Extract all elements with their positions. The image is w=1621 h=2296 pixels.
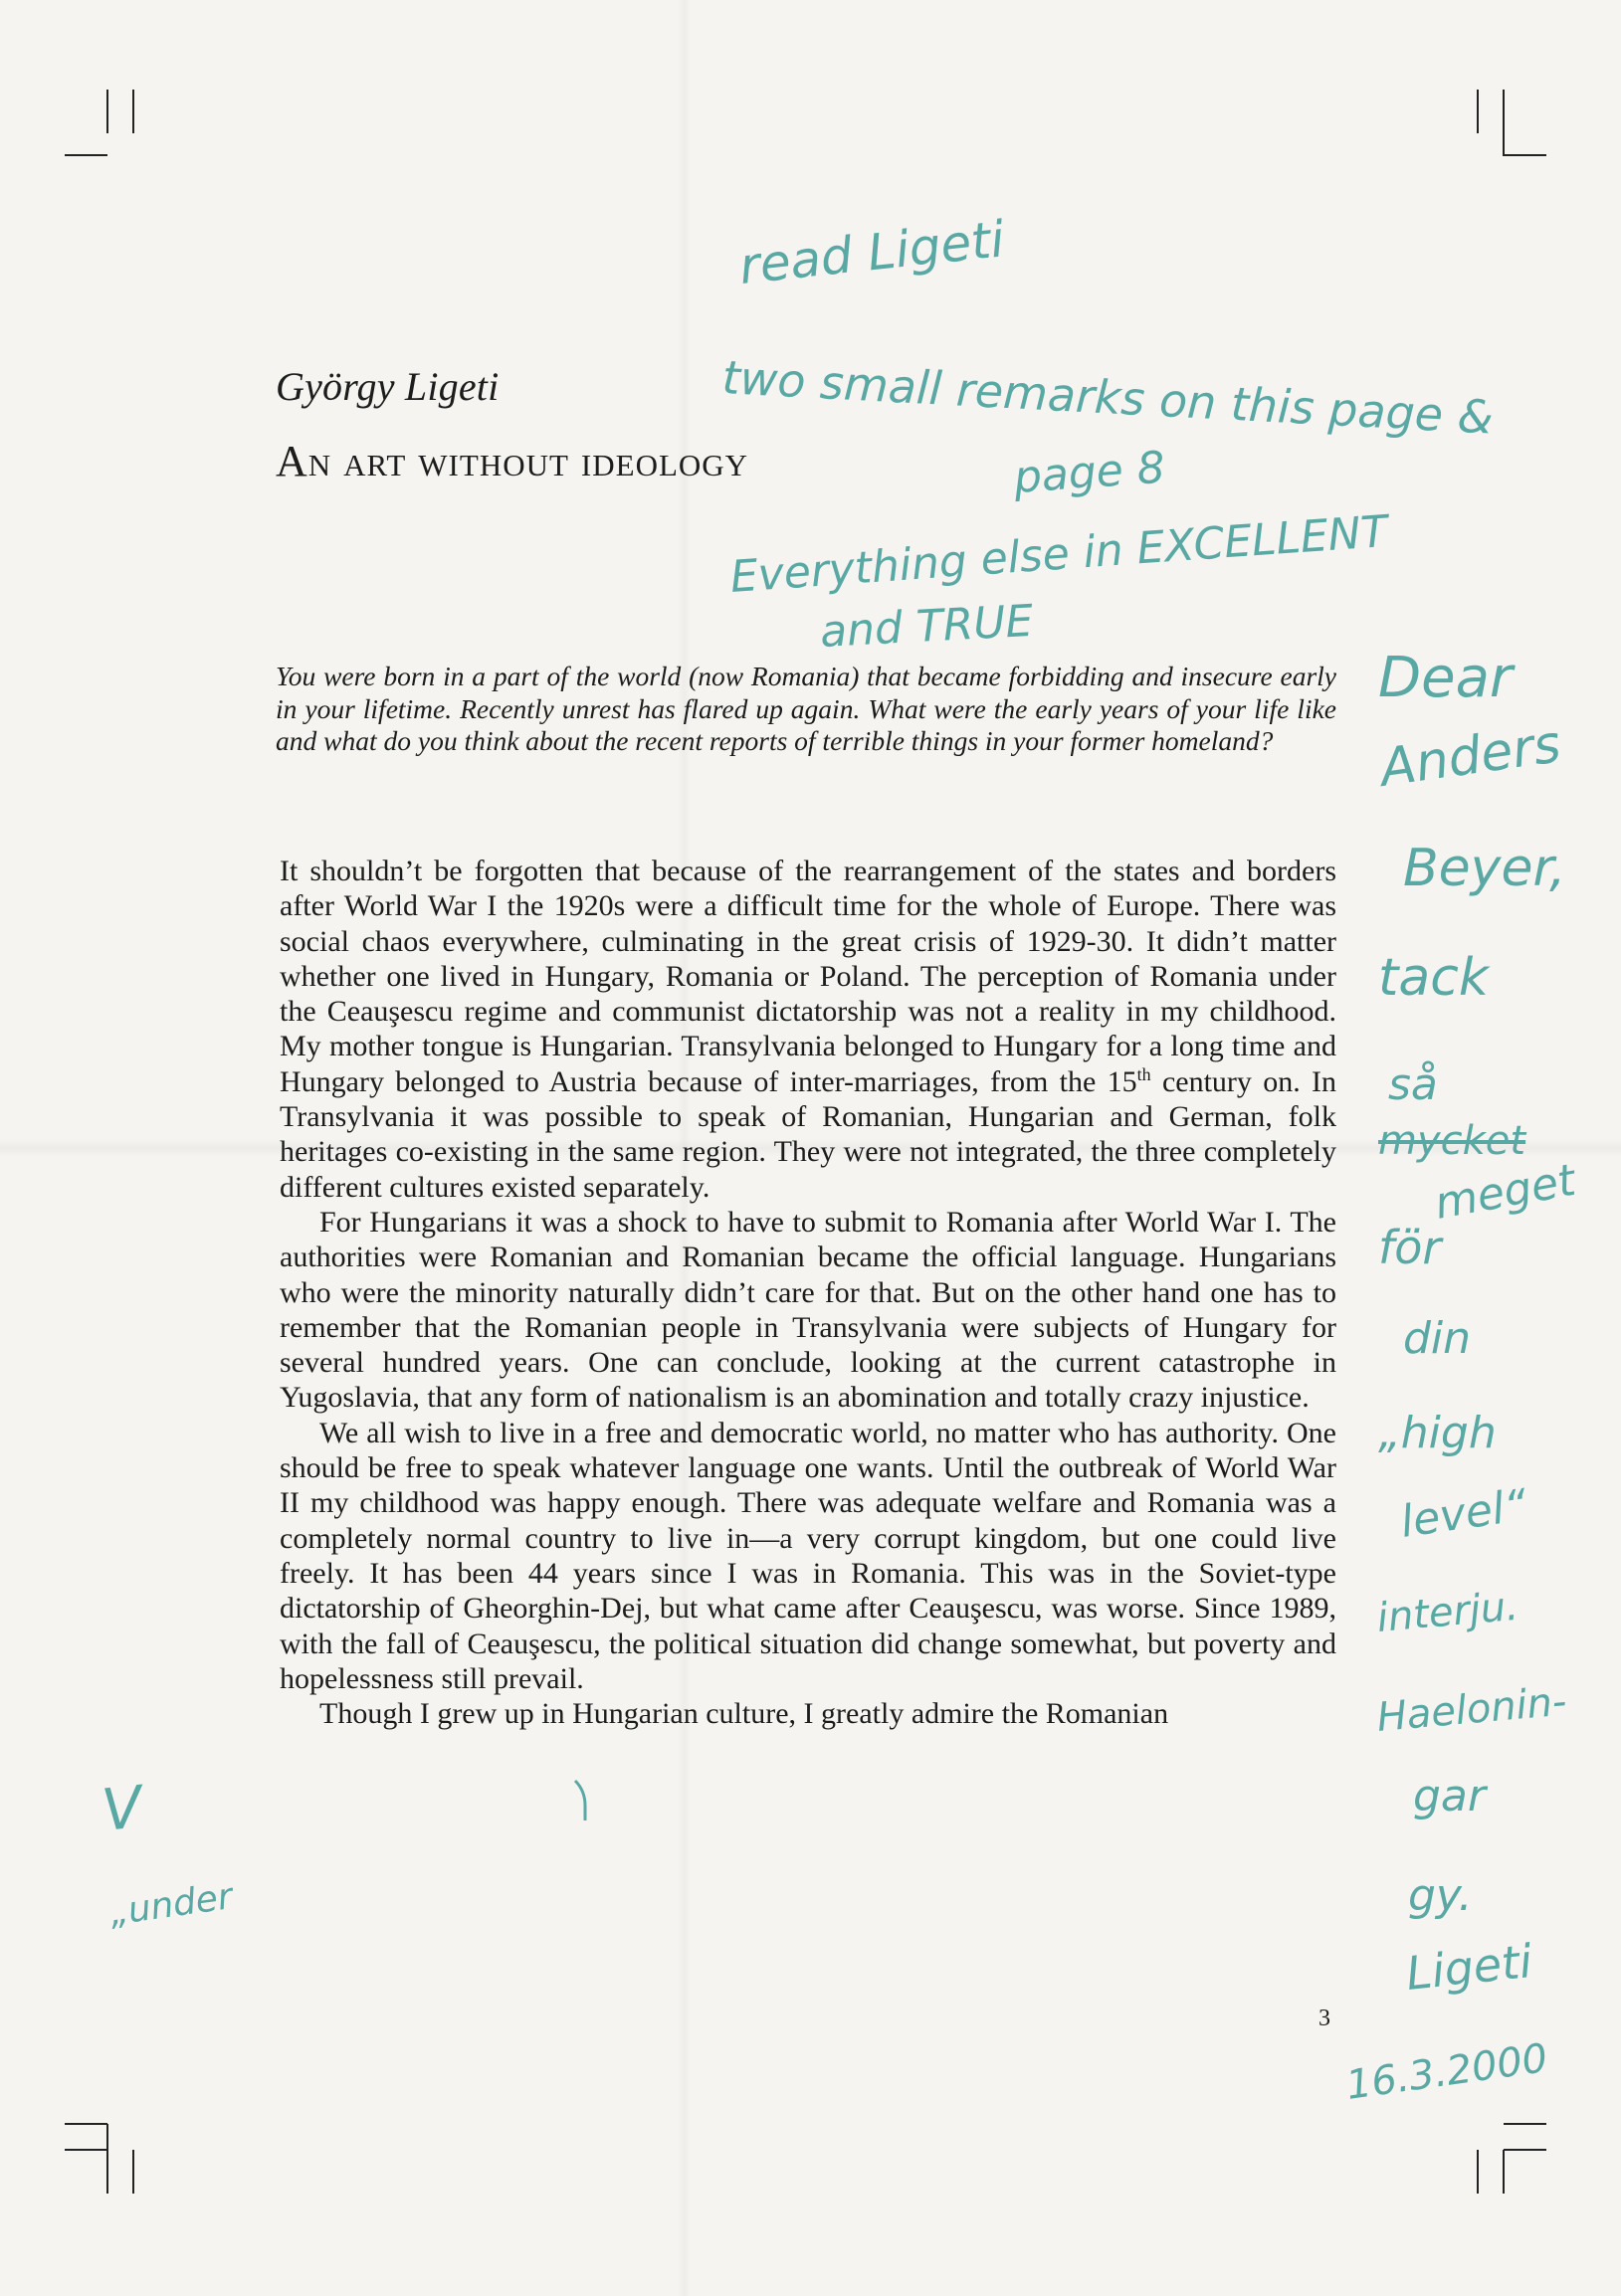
paragraph-3: We all wish to live in a free and democratic world, no matter who has authority. One should be free to speak whatever language one wants. Until the outbreak of World War II my childhood was happy enough. There was adequate welfare and Romania was a completely normal country to live in—a very corrupt kingdom, but one could live freely. It has been 44 years since I was in Romania. This was in the Soviet-type dictatorship of Gheorghin-Dej, but what came after Ceauşescu, was worse. Since 1989, with the fall of Ceauşescu, the political situation did change somewhat, but poverty and hopelessness still prevail. (280, 1416, 1336, 1695)
margin-note-line-8: för (1378, 1221, 1442, 1274)
top-note (720, 210, 1495, 658)
top-note-line-1: read Ligeti (736, 210, 1008, 295)
margin-note-line-11: level“ (1397, 1479, 1530, 1548)
margin-note (1343, 646, 1581, 2109)
crop-mark-top-right (1468, 90, 1547, 169)
margin-note-line-1: Dear (1378, 646, 1513, 710)
article-title: An art without ideology (276, 437, 749, 485)
margin-note-line-12: interju. (1374, 1583, 1520, 1641)
paragraph-2: For Hungarians it was a shock to have to submit to Romania after World War I. The authorities were Romanian and Romanian became the official language. Hungarians who were the minority naturally didn’t care for that. But on the other hand one has to remember that the Romanian people in Transylvania were subjects of Hungary for several hundred years. One can conclude, looking at the current catastrophe in Yugoslavia, that any form of nationalism is an abomination and totally crazy injustice. (280, 1205, 1336, 1415)
margin-note-line-7: meget (1431, 1154, 1579, 1230)
top-note-line-4: Everything else in EXCELLENT (728, 505, 1390, 603)
margin-note-line-13: Haelonin- (1374, 1678, 1569, 1741)
margin-note-line-10: „high (1378, 1408, 1497, 1458)
crop-mark-top-left (60, 90, 139, 169)
page-number: 3 (1318, 2006, 1330, 2031)
top-note-line-2: two small remarks on this page & (720, 350, 1495, 445)
margin-note-line-14: gar (1413, 1771, 1486, 1821)
author-name: György Ligeti (276, 364, 500, 409)
top-note-line-5: and TRUE (818, 595, 1035, 658)
article-body (280, 854, 1336, 1731)
left-note-line-2: „under (106, 1876, 236, 1934)
margin-note-line-17: 16.3.2000 (1342, 2035, 1550, 2109)
interview-question: You were born in a part of the world (now Romania) that became forbidding and insecure early in your lifetime. Recently unrest has flared up again. What were the early years of your life like and what do you think about the recent reports of terrible things in your former homeland? (276, 661, 1336, 756)
margin-note-line-4: tack (1378, 948, 1489, 1008)
margin-note-line-5: så (1388, 1059, 1438, 1110)
margin-note-line-16: Ligeti (1403, 1933, 1535, 2001)
left-note (99, 1773, 237, 1934)
margin-note-line-6: mycket (1378, 1118, 1526, 1164)
paragraph-4: Though I grew up in Hungarian culture, I greatly admire the Romanian (319, 1697, 1169, 1731)
left-note-line-1: V (99, 1773, 145, 1844)
insertion-mark (575, 1781, 585, 1820)
margin-note-line-9: din (1403, 1313, 1472, 1364)
paragraph-1: It shouldn’t be forgotten that because of the rearrangement of the states and borders after World War I the 1920s were a difficult time for the whole of Europe. There was social chaos everywhere, culminating in the great crisis of 1929-30. It didn’t matter whether one lived in Hungary, Romania or Poland. The perception of Romania under the Ceauşescu regime and communist dictatorship was not a reality in my childhood. My mother tongue is Hungarian. Transylvania belonged to Hungary for a long time and Hungary belonged to Austria because of inter-marriages, from the 15th century on. In Transylvania it was possible to speak of Romanian, Hungarian and German, folk heritages co-existing in the same region. They were not integrated, the three completely different cultures existed separately. (280, 855, 1336, 1204)
margin-note-line-2: Anders (1376, 714, 1565, 799)
crop-mark-bottom-left (60, 2114, 139, 2194)
top-note-line-3: page 8 (1012, 442, 1167, 503)
crop-mark-bottom-right (1468, 2114, 1547, 2194)
margin-note-line-15: gy. (1408, 1870, 1473, 1921)
margin-note-line-3: Beyer, (1403, 839, 1566, 898)
